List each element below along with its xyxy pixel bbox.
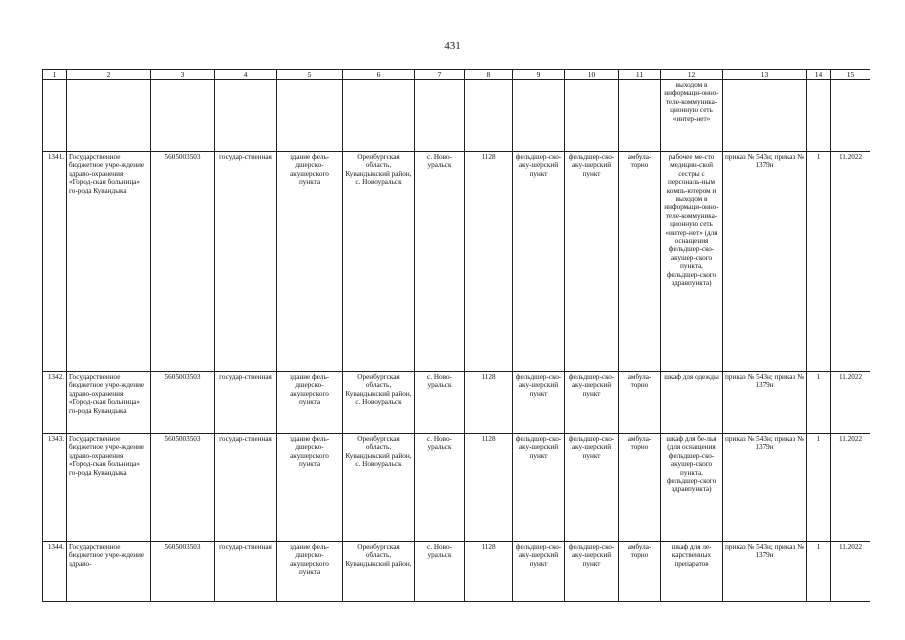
building-cell: здание фель-дшерско-акушерского пункта (277, 434, 343, 542)
building-cell: здание фель-дшерско-акушерского пункта (277, 542, 343, 602)
equipment-cell: шкаф для ле-карственных препаратов (661, 542, 723, 602)
building-cell: здание фель-дшерско-акушерского пункта (277, 372, 343, 434)
code-cell: 1128 (465, 372, 513, 434)
header-cell: 4 (215, 70, 277, 80)
equipment-cell: шкаф для одежды (661, 372, 723, 434)
ownership-cell: государ-ственная (215, 152, 277, 372)
address-cell: Оренбургская область, Кувандыкский район, с. Новоуральск (343, 152, 415, 372)
row-number: 1343. (43, 434, 67, 542)
table-row (43, 542, 871, 602)
unit-cell: фельдшер-ско-аку-шерский пункт (513, 152, 565, 372)
care-cell: амбула-торно (619, 372, 661, 434)
quantity-cell: 1 (807, 372, 831, 434)
header-cell: 2 (67, 70, 151, 80)
header-cell: 9 (513, 70, 565, 80)
unit-cell: фельдшер-ско-аку-шерский пункт (513, 434, 565, 542)
header-cell: 10 (565, 70, 619, 80)
header-cell: 5 (277, 70, 343, 80)
row-number: 1341. (43, 152, 67, 372)
date-cell: 11.2022 (831, 542, 871, 602)
page-number: 431 (444, 40, 461, 52)
date-cell: 11.2022 (831, 434, 871, 542)
quantity-cell: 1 (807, 152, 831, 372)
header-cell: 15 (831, 70, 871, 80)
locality-cell: с. Ново-уральск (415, 152, 465, 372)
order-cell: приказ № 543н; приказ № 1379н (723, 372, 807, 434)
ownership-cell: государ-ственная (215, 434, 277, 542)
address-cell: Оренбургская область, Кувандыкский район, (343, 542, 415, 602)
code-cell: 1128 (465, 434, 513, 542)
organization-cell: Государственное бюджетное учре-ждение здраво- (67, 542, 151, 602)
header-cell: 11 (619, 70, 661, 80)
header-row (43, 70, 871, 80)
table-row (43, 152, 871, 372)
order-cell: приказ № 543н; приказ № 1379н (723, 542, 807, 602)
code-cell: 1128 (465, 542, 513, 602)
address-cell: Оренбургская область, Кувандыкский район, с. Новоуральск (343, 434, 415, 542)
subunit-cell: фельдшер-ско-аку-шерский пункт (565, 372, 619, 434)
care-cell: амбула-торно (619, 542, 661, 602)
organization-cell: Государственное бюджетное учре-ждение здраво-охранения «Город-ская больница» го-рода Кувандыка (67, 152, 151, 372)
header-cell: 13 (723, 70, 807, 80)
header-cell: 8 (465, 70, 513, 80)
inn-cell: 5605003503 (151, 372, 215, 434)
care-cell: амбула-торно (619, 434, 661, 542)
row-number: 1344. (43, 542, 67, 602)
subunit-cell: фельдшер-ско-аку-шерский пункт (565, 152, 619, 372)
locality-cell: с. Ново-уральск (415, 434, 465, 542)
care-cell: амбула-торно (619, 152, 661, 372)
row-number: 1342. (43, 372, 67, 434)
subunit-cell: фельдшер-ско-аку-шерский пункт (565, 434, 619, 542)
equipment-cell: рабочее ме-сто медицин-ской сестры с персональ-ным компь-ютером и выходом в информаци-онно-теле-коммуника-ционную сеть «интер-нет» (для оснащения фельдшер-ско-акушер-ского пункта, фельдшер-ского здравпункта) (661, 152, 723, 372)
equipment-cell: выходом в информаци-онно-теле-коммуника-ционную сеть «интер-нет» (661, 80, 723, 152)
address-cell: Оренбургская область, Кувандыкский район, с. Новоуральск (343, 372, 415, 434)
date-cell: 11.2022 (831, 152, 871, 372)
header-cell: 6 (343, 70, 415, 80)
header-cell: 7 (415, 70, 465, 80)
ownership-cell: государ-ственная (215, 542, 277, 602)
registry-table-container (42, 69, 870, 640)
subunit-cell: фельдшер-ско-аку-шерский пункт (565, 542, 619, 602)
organization-cell: Государственное бюджетное учре-ждение здраво-охранения «Город-ская больница» го-рода Кувандыка (67, 372, 151, 434)
code-cell: 1128 (465, 152, 513, 372)
locality-cell: с. Ново-уральск (415, 372, 465, 434)
organization-cell: Государственное бюджетное учре-ждение здраво-охранения «Город-ская больница» го-рода Кувандыка (67, 434, 151, 542)
date-cell: 11.2022 (831, 372, 871, 434)
quantity-cell: 1 (807, 542, 831, 602)
header-cell: 12 (661, 70, 723, 80)
header-cell: 3 (151, 70, 215, 80)
unit-cell: фельдшер-ско-аку-шерский пункт (513, 372, 565, 434)
inn-cell: 5605003503 (151, 152, 215, 372)
table-row (43, 372, 871, 434)
inn-cell: 5605003503 (151, 434, 215, 542)
table-row (43, 434, 871, 542)
inn-cell: 5605003503 (151, 542, 215, 602)
header-cell: 1 (43, 70, 67, 80)
continuation-row (43, 80, 871, 152)
locality-cell: с. Ново-уральск (415, 542, 465, 602)
unit-cell: фельдшер-ско-аку-шерский пункт (513, 542, 565, 602)
registry-table (42, 69, 870, 602)
equipment-cell: шкаф для бе-лья (для оснащения фельдшер-ско-акушер-ского пункта, фельдшер-ского здравпункта) (661, 434, 723, 542)
ownership-cell: государ-ственная (215, 372, 277, 434)
quantity-cell: 1 (807, 434, 831, 542)
order-cell: приказ № 543н; приказ № 1379н (723, 434, 807, 542)
order-cell: приказ № 543н; приказ № 1379н (723, 152, 807, 372)
header-cell: 14 (807, 70, 831, 80)
building-cell: здание фель-дшерско-акушерского пункта (277, 152, 343, 372)
